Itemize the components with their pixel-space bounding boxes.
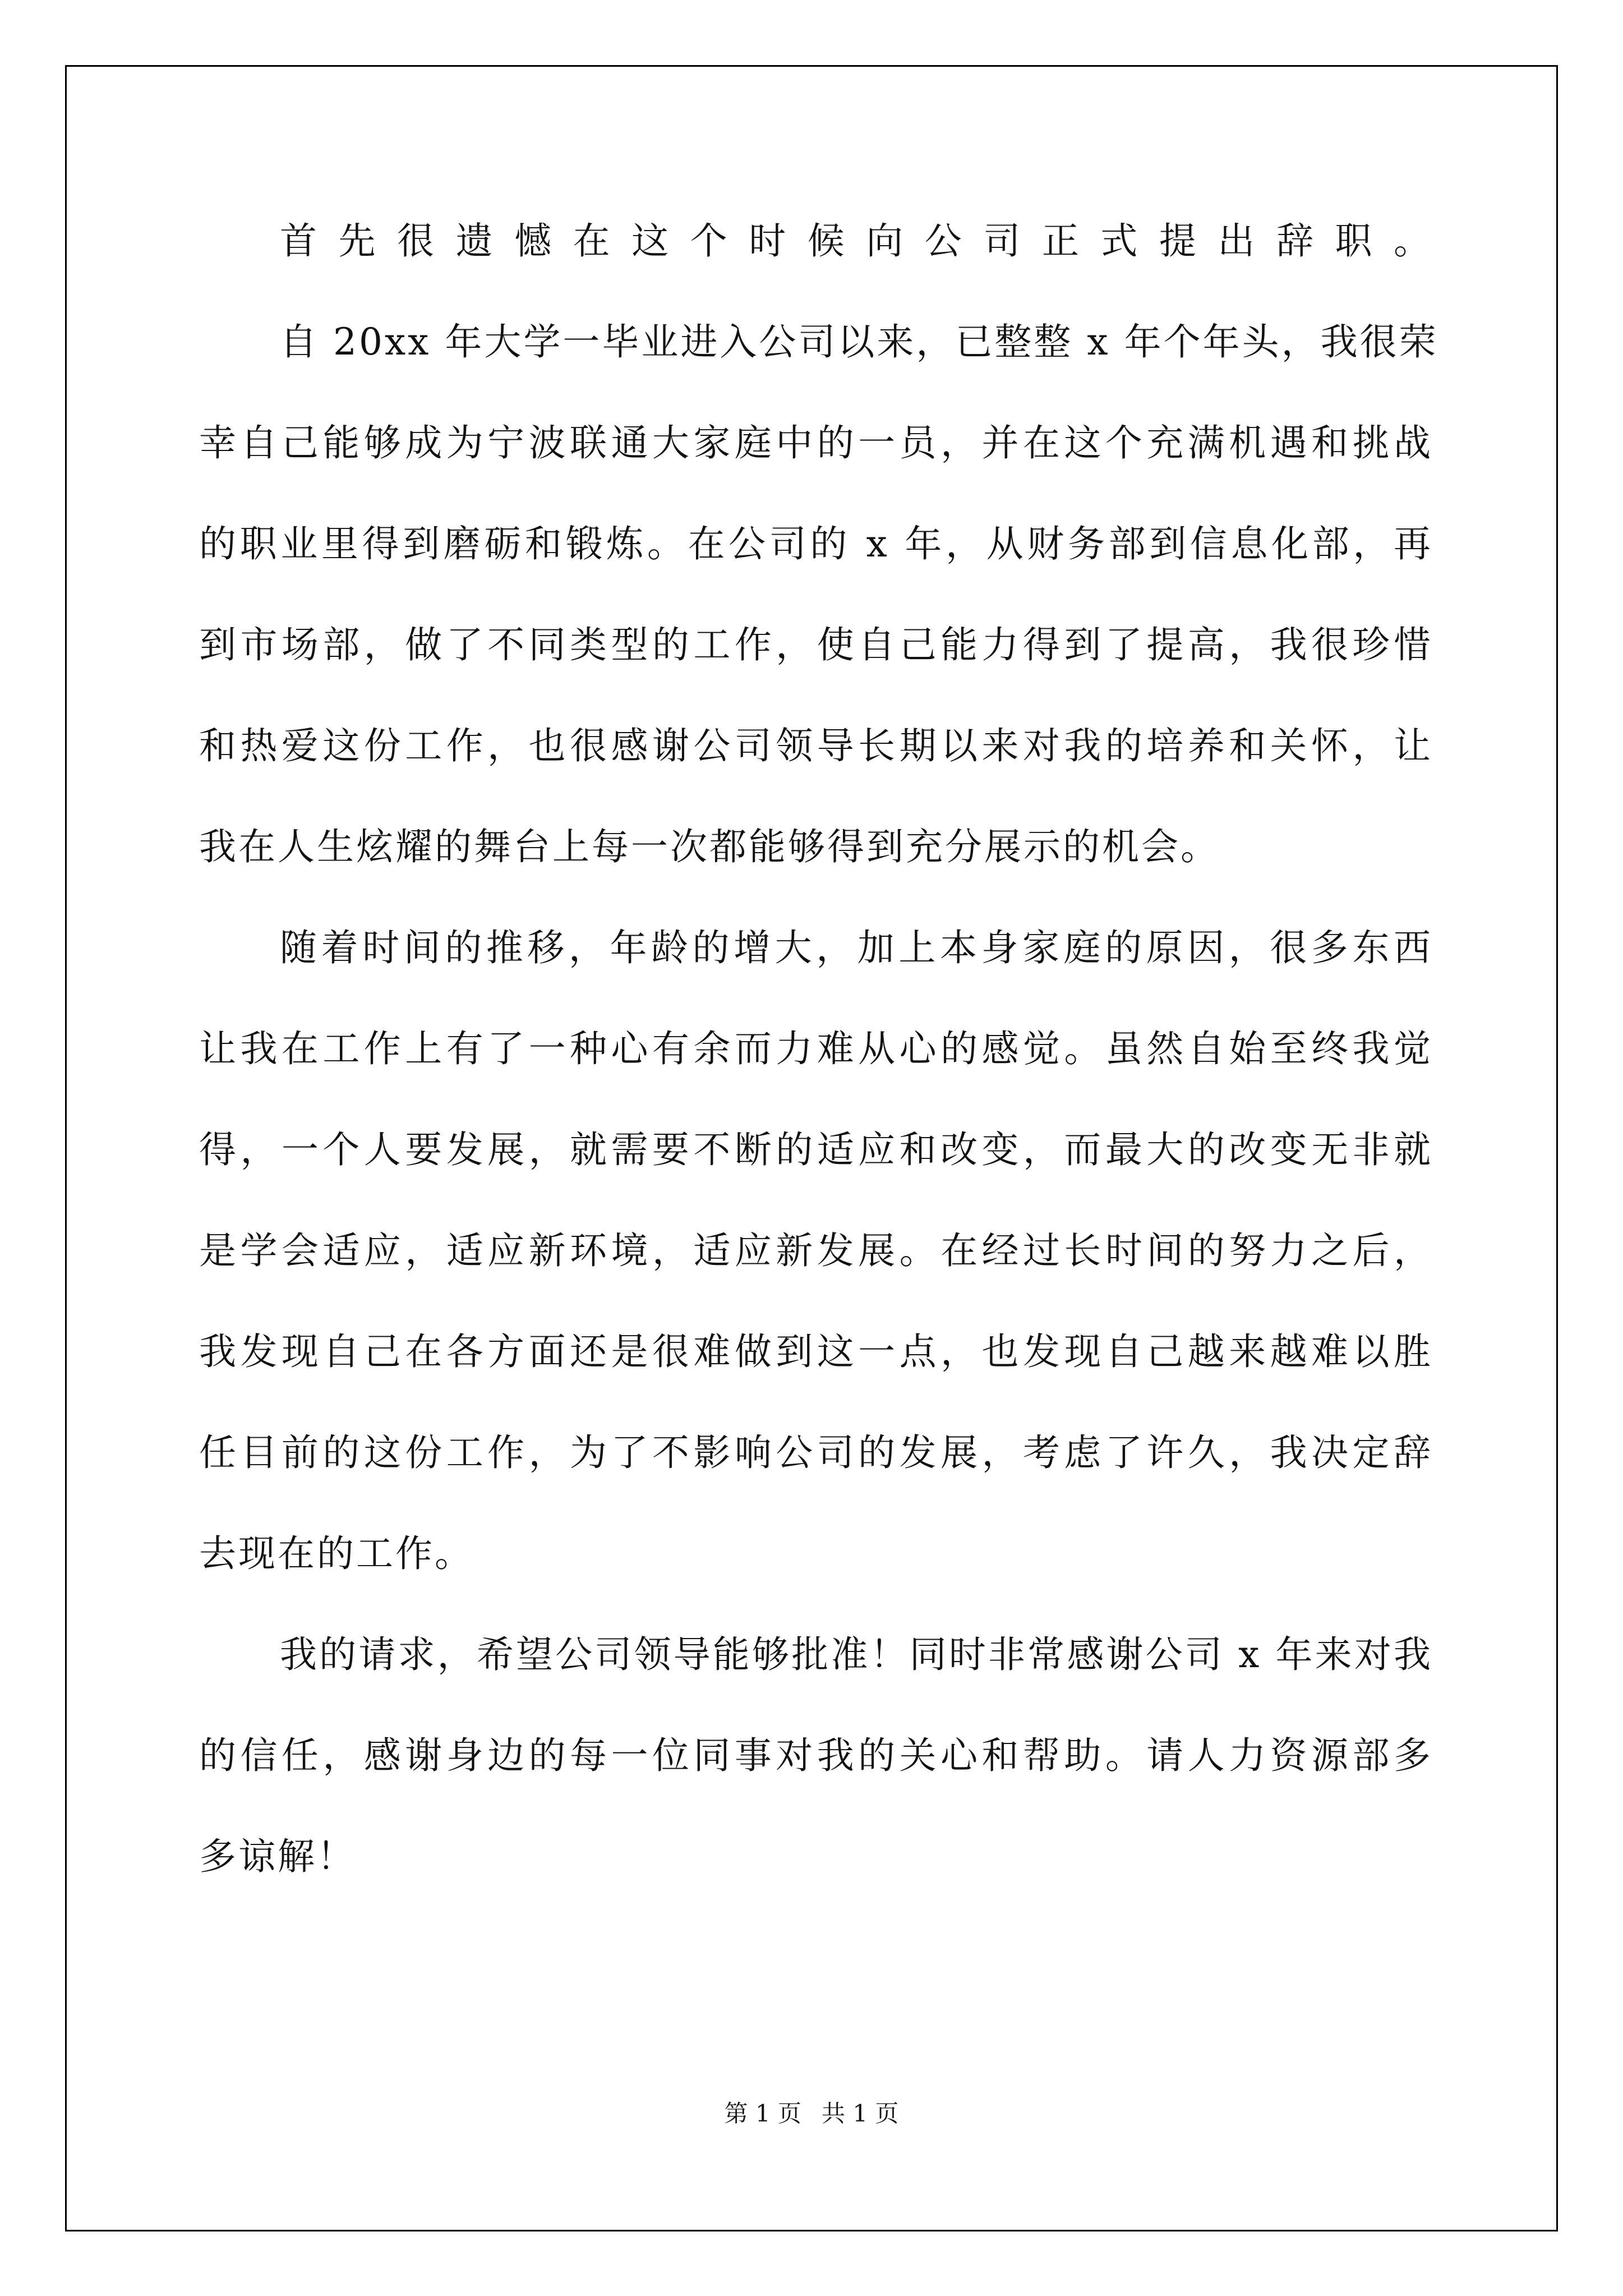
paragraph-4-line-3: 多谅解！ bbox=[199, 1835, 356, 1878]
paragraph-3-line-3: 得，一个人要发展，就需要不断的适应和改变，而最大的改变无非就 bbox=[199, 1128, 1433, 1171]
paragraph-2-line-3: 的职业里得到磨砺和锻炼。在公司的 x 年，从财务部到信息化部，再 bbox=[199, 522, 1433, 565]
paragraph-3-line-6: 任目前的这份工作，为了不影响公司的发展，考虑了许久，我决定辞 bbox=[199, 1431, 1433, 1474]
paragraph-3-line-2: 让我在工作上有了一种心有余而力难从心的感觉。虽然自始至终我觉 bbox=[199, 1027, 1433, 1070]
paragraph-3-line-5: 我发现自己在各方面还是很难做到这一点，也发现自己越来越难以胜 bbox=[199, 1330, 1433, 1373]
paragraph-2-line-2: 幸自己能够成为宁波联通大家庭中的一员，并在这个充满机遇和挑战 bbox=[199, 421, 1433, 464]
paragraph-3-line-1: 随着时间的推移，年龄的增大，加上本身家庭的原因，很多东西 bbox=[280, 926, 1433, 969]
paragraph-1-line-1: 首先很遗憾在这个时候向公司正式提出辞职。 bbox=[280, 219, 1433, 263]
page-total: 共 1 页 bbox=[822, 2100, 899, 2127]
paragraph-2-line-4: 到市场部，做了不同类型的工作，使自己能力得到了提高，我很珍惜 bbox=[199, 623, 1433, 666]
page-number: 第 1 页 bbox=[724, 2100, 801, 2127]
paragraph-2-line-1: 自 20xx 年大学一毕业进入公司以来，已整整 x 年个年头，我很荣 bbox=[280, 320, 1438, 364]
paragraph-4-line-2: 的信任，感谢身边的每一位同事对我的关心和帮助。请人力资源部多 bbox=[199, 1734, 1433, 1777]
paragraph-4-line-1: 我的请求，希望公司领导能够批准！同时非常感谢公司 x 年来对我 bbox=[280, 1633, 1433, 1676]
paragraph-3-line-7: 去现在的工作。 bbox=[199, 1532, 474, 1575]
page-footer bbox=[0, 2095, 1623, 2129]
paragraph-2-line-5: 和热爱这份工作，也很感谢公司领导长期以来对我的培养和关怀，让 bbox=[199, 724, 1433, 767]
paragraph-3-line-4: 是学会适应，适应新环境，适应新发展。在经过长时间的努力之后， bbox=[199, 1229, 1433, 1272]
paragraph-2-line-6: 我在人生炫耀的舞台上每一次都能够得到充分展示的机会。 bbox=[199, 825, 1220, 868]
